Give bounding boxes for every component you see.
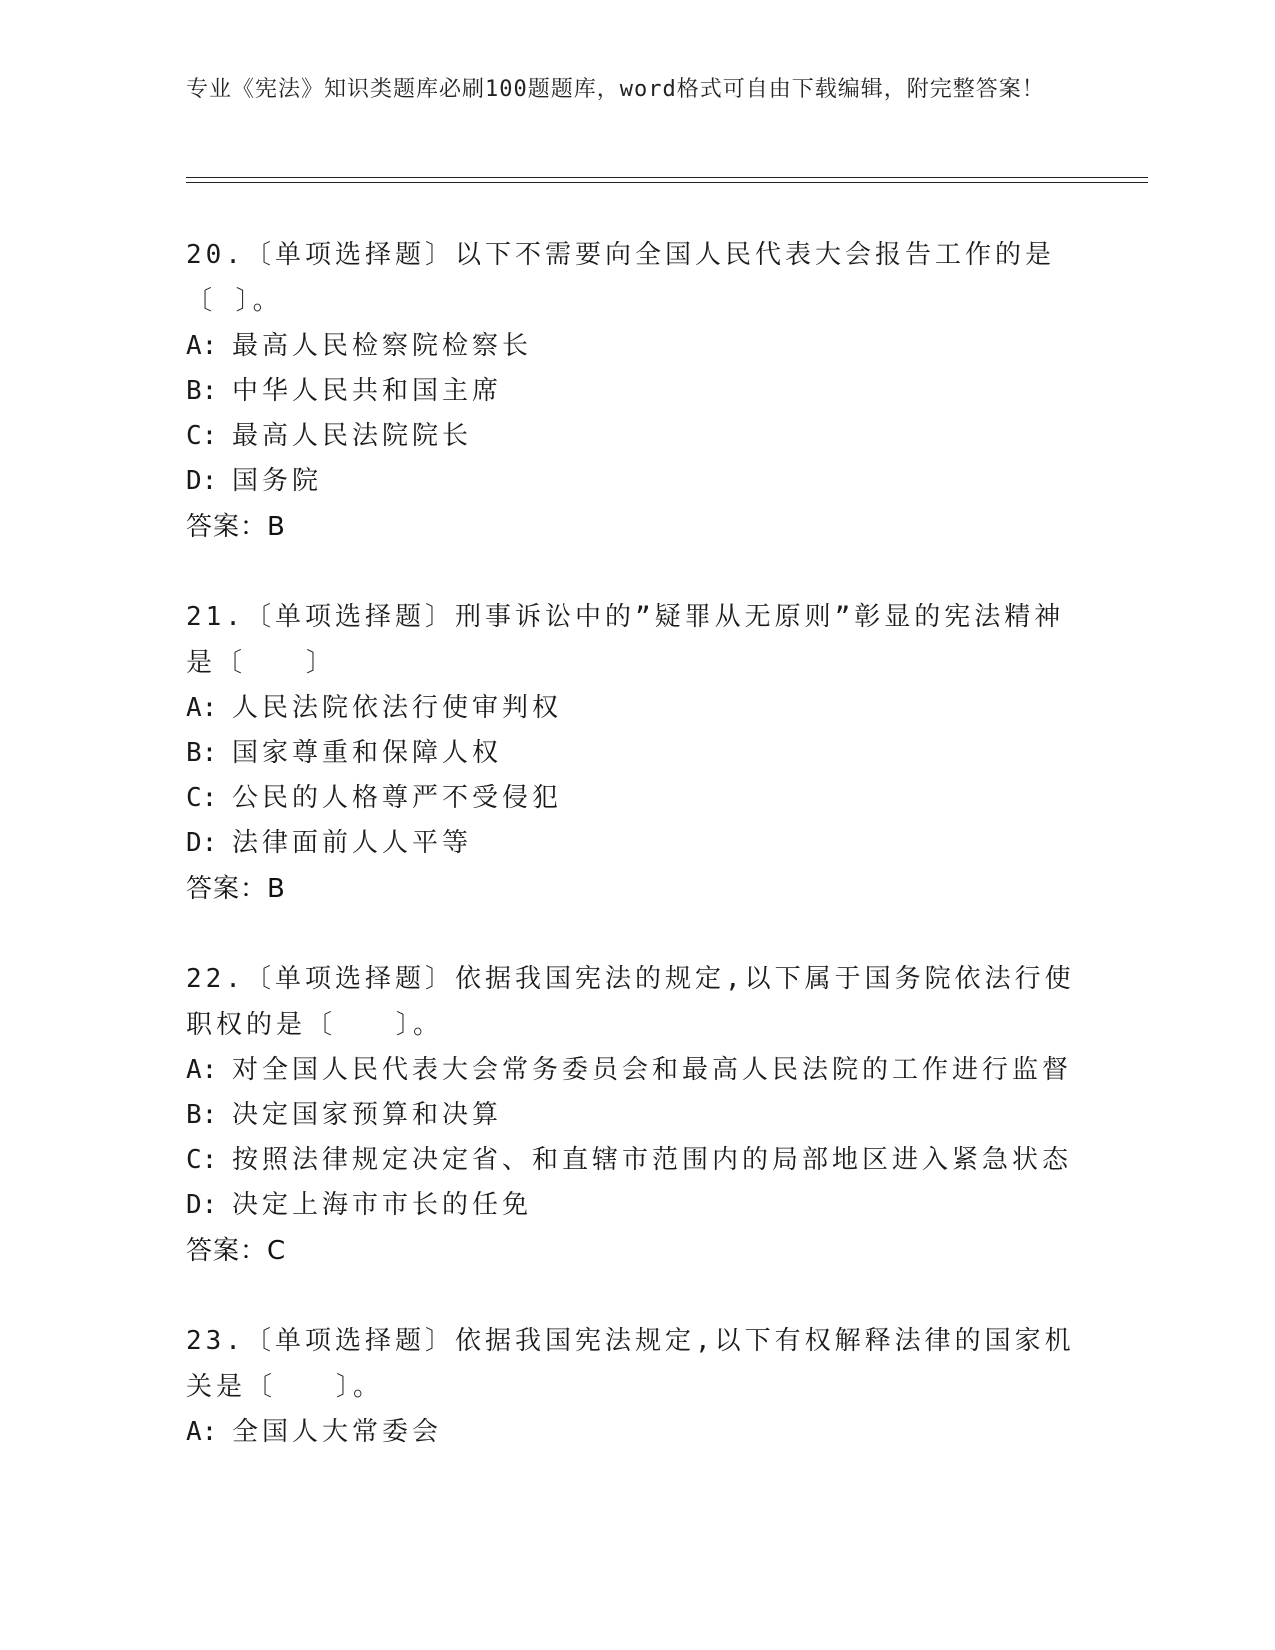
question-stem: 23.〔单项选择题〕依据我国宪法规定,以下有权解释法律的国家机关是〔 〕。	[186, 1326, 1075, 1402]
option-key: A:	[186, 331, 218, 361]
question-23	[186, 1318, 1076, 1455]
answer-line: 答案：B	[186, 874, 286, 904]
option-key: D:	[186, 828, 218, 858]
answer-line: 答案：B	[186, 512, 286, 542]
option-b	[186, 369, 1076, 414]
option-b	[186, 731, 1076, 776]
option-key: A:	[186, 1417, 218, 1447]
option-text: 国家尊重和保障人权	[232, 738, 503, 768]
option-text: 最高人民检察院检察长	[232, 331, 533, 361]
option-key: B:	[186, 1100, 218, 1130]
option-a	[186, 686, 1076, 731]
option-c	[186, 776, 1076, 821]
option-d	[186, 821, 1076, 866]
option-c	[186, 414, 1076, 459]
question-stem: 22.〔单项选择题〕依据我国宪法的规定,以下属于国务院依法行使职权的是〔 〕。	[186, 964, 1075, 1040]
option-c	[186, 1138, 1076, 1183]
question-stem: 20.〔单项选择题〕以下不需要向全国人民代表大会报告工作的是〔 〕。	[186, 240, 1055, 316]
header-divider-top	[186, 177, 1148, 178]
answer-line: 答案：C	[186, 1236, 287, 1266]
option-text: 决定上海市市长的任免	[232, 1190, 533, 1220]
option-text: 最高人民法院院长	[232, 421, 473, 451]
option-text: 对全国人民代表大会常务委员会和最高人民法院的工作进行监督	[232, 1055, 1073, 1085]
option-text: 法律面前人人平等	[232, 828, 473, 858]
option-a	[186, 1048, 1076, 1093]
question-stem: 21.〔单项选择题〕刑事诉讼中的”疑罪从无原则”彰显的宪法精神是〔 〕	[186, 602, 1065, 678]
option-b	[186, 1093, 1076, 1138]
option-text: 中华人民共和国主席	[232, 376, 503, 406]
option-key: D:	[186, 466, 218, 496]
question-22	[186, 956, 1076, 1274]
option-a	[186, 324, 1076, 369]
option-text: 决定国家预算和决算	[232, 1100, 503, 1130]
question-20	[186, 232, 1076, 550]
option-text: 按照法律规定决定省、和直辖市范围内的局部地区进入紧急状态	[232, 1145, 1073, 1175]
option-d	[186, 459, 1076, 504]
option-d	[186, 1183, 1076, 1228]
option-key: A:	[186, 1055, 218, 1085]
option-text: 人民法院依法行使审判权	[232, 693, 563, 723]
option-text: 国务院	[232, 466, 323, 496]
option-a	[186, 1410, 1076, 1455]
document-header: 专业《宪法》知识类题库必刷100题题库，word格式可自由下载编辑，附完整答案！	[186, 77, 1045, 102]
option-key: B:	[186, 738, 218, 768]
option-key: A:	[186, 693, 218, 723]
option-key: C:	[186, 1145, 218, 1175]
option-text: 全国人大常委会	[232, 1417, 443, 1447]
option-key: B:	[186, 376, 218, 406]
question-21	[186, 594, 1076, 912]
option-key: D:	[186, 1190, 218, 1220]
option-key: C:	[186, 783, 218, 813]
header-divider-bottom	[186, 182, 1148, 183]
option-text: 公民的人格尊严不受侵犯	[232, 783, 563, 813]
option-key: C:	[186, 421, 218, 451]
